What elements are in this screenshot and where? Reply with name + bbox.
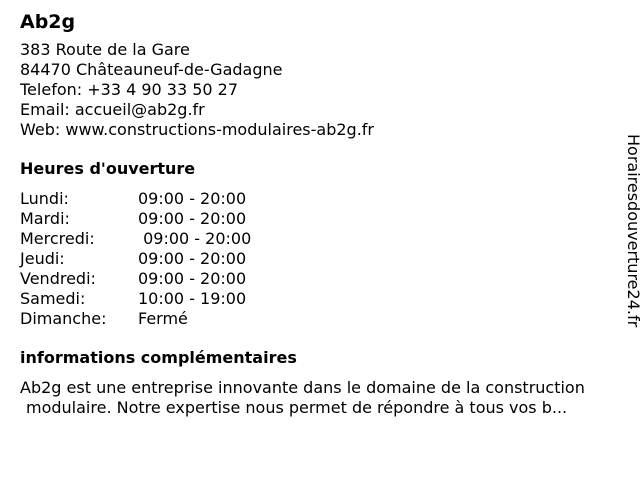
- phone-line: Telefon: +33 4 90 33 50 27: [20, 80, 239, 99]
- hours-value: 09:00 - 20:00: [138, 249, 247, 268]
- additional-info-title: informations complémentaires: [20, 348, 297, 367]
- hours-row-mardi: [20, 209, 620, 229]
- hours-row-dimanche: [20, 309, 620, 329]
- hours-value: Fermé: [138, 309, 188, 328]
- web-line: Web: www.constructions-modulaires-ab2g.fr: [20, 120, 374, 139]
- hours-day: Lundi:: [20, 189, 69, 208]
- hours-row-vendredi: [20, 269, 620, 289]
- site-watermark-label: Horairesdouverture24.fr: [624, 134, 643, 328]
- description-line-2: modulaire. Notre expertise nous permet de répondre à tous vos b...: [26, 398, 568, 417]
- hours-value: 09:00 - 20:00: [138, 269, 247, 288]
- hours-row-jeudi: [20, 249, 620, 269]
- hours-row-lundi: [20, 189, 620, 209]
- hours-row-samedi: [20, 289, 620, 309]
- email-line: Email: accueil@ab2g.fr: [20, 100, 205, 119]
- hours-day: Mardi:: [20, 209, 70, 228]
- hours-value: 10:00 - 19:00: [138, 289, 247, 308]
- business-name: Ab2g: [20, 11, 76, 33]
- hours-day: Vendredi:: [20, 269, 96, 288]
- description-line-1: Ab2g est une entreprise innovante dans le domaine de la construction: [20, 378, 585, 397]
- hours-value: 09:00 - 20:00: [138, 189, 247, 208]
- opening-hours-table: [20, 189, 620, 329]
- hours-day: Samedi:: [20, 289, 86, 308]
- address-line-1: 383 Route de la Gare: [20, 40, 190, 59]
- opening-hours-title: Heures d'ouverture: [20, 159, 196, 178]
- hours-day: Jeudi:: [20, 249, 65, 268]
- hours-value: 09:00 - 20:00: [138, 209, 247, 228]
- hours-day: Dimanche:: [20, 309, 107, 328]
- hours-row-mercredi: [20, 229, 620, 249]
- business-card: [20, 10, 620, 418]
- hours-value: 09:00 - 20:00: [138, 229, 252, 248]
- address-line-2: 84470 Châteauneuf-de-Gadagne: [20, 60, 283, 79]
- hours-day: Mercredi:: [20, 229, 95, 248]
- business-description: [20, 378, 620, 418]
